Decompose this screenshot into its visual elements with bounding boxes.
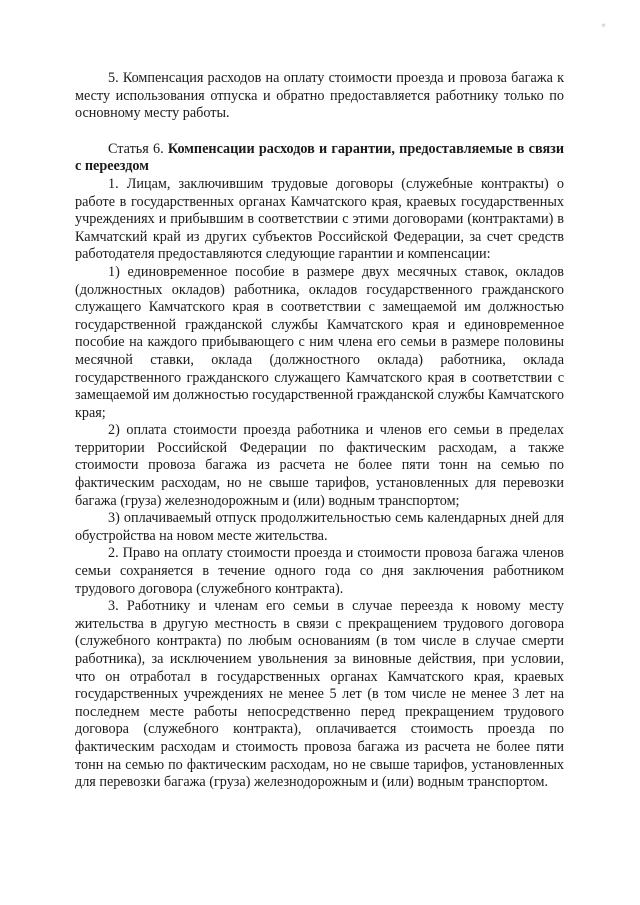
document-body — [75, 70, 564, 792]
paragraph-3-relocation-on-termination: 3. Работнику и членам его семьи в случае переезда к новому месту жительства в другую местность в связи с прекращением трудового договора (служебного контракта) по любым основаниям (в том числе в случае смерти работника), за исключением увольнения за виновные действия, при условии, что он отработал в государственных органах Камчатского края, краевых государственных учреждениях не менее 5 лет (в том числе не менее 3 лет на последнем месте работы непосредственно перед прекращением трудового договора (служебного контракта), оплачивается стоимость проезда по фактическим расходам и стоимость провоза багажа из расчета не более пяти тонн на семью по фактическим расходам, но не свыше тарифов, установленных для перевозки багажа (груза) железнодорожным и (или) водным транспортом. — [75, 598, 564, 791]
paragraph-1-item-1-allowance: 1) единовременное пособие в размере двух месячных ставок, окладов (должностных окладов) работника, окладов государственного гражданского служащего Камчатского края в соответствии с замещаемой им должностью государственной гражданской службы Камчатского края и единовременное пособие на каждого прибывающего с ним члена его семьи в размере половины месячной ставки, оклада (должностного оклада) работника, оклада государственного гражданского служащего Камчатского края в соответствии с замещаемой им должностью государственной гражданской службы Камчатского края; — [75, 263, 564, 421]
scan-corner-mark: * — [601, 22, 606, 33]
paragraph-2-right-retention: 2. Право на оплату стоимости проезда и стоимости провоза багажа членов семьи сохраняется в течение одного года со дня заключения работником трудового договора (служебного контракта). — [75, 545, 564, 597]
paragraph-5-travel-compensation: 5. Компенсация расходов на оплату стоимости проезда и провоза багажа к месту использования отпуска и обратно предоставляется работнику только по основному месту работы. — [75, 70, 564, 122]
article-number: Статья 6. — [108, 140, 168, 157]
paragraph-1-item-2-travel-payment: 2) оплата стоимости проезда работника и членов его семьи в пределах территории Российской Федерации по фактическим расходам, а также стоимости провоза багажа из расчета не более пяти тонн на семью по фактическим расходам, но не свыше тарифов, установленных для перевозки багажа (груза) железнодорожным и (или) водным транспортом; — [75, 422, 564, 509]
paragraph-1-item-3-paid-leave: 3) оплачиваемый отпуск продолжительностью семь календарных дней для обустройства на новом месте жительства. — [75, 510, 564, 544]
article-6-heading — [75, 141, 564, 176]
article-title: Компенсации расходов и гарантии, предоставляемые в связи с переездом — [75, 140, 565, 175]
paragraph-1-guarantees: 1. Лицам, заключившим трудовые договоры (служебные контракты) о работе в государственных органах Камчатского края, краевых государственных учреждениях и прибывшим в соответствии с этими договорами (контрактами) в Камчатский край из других субъектов Российской Федерации, за счет средств работодателя предоставляются следующие гарантии и компенсации: — [75, 175, 564, 263]
